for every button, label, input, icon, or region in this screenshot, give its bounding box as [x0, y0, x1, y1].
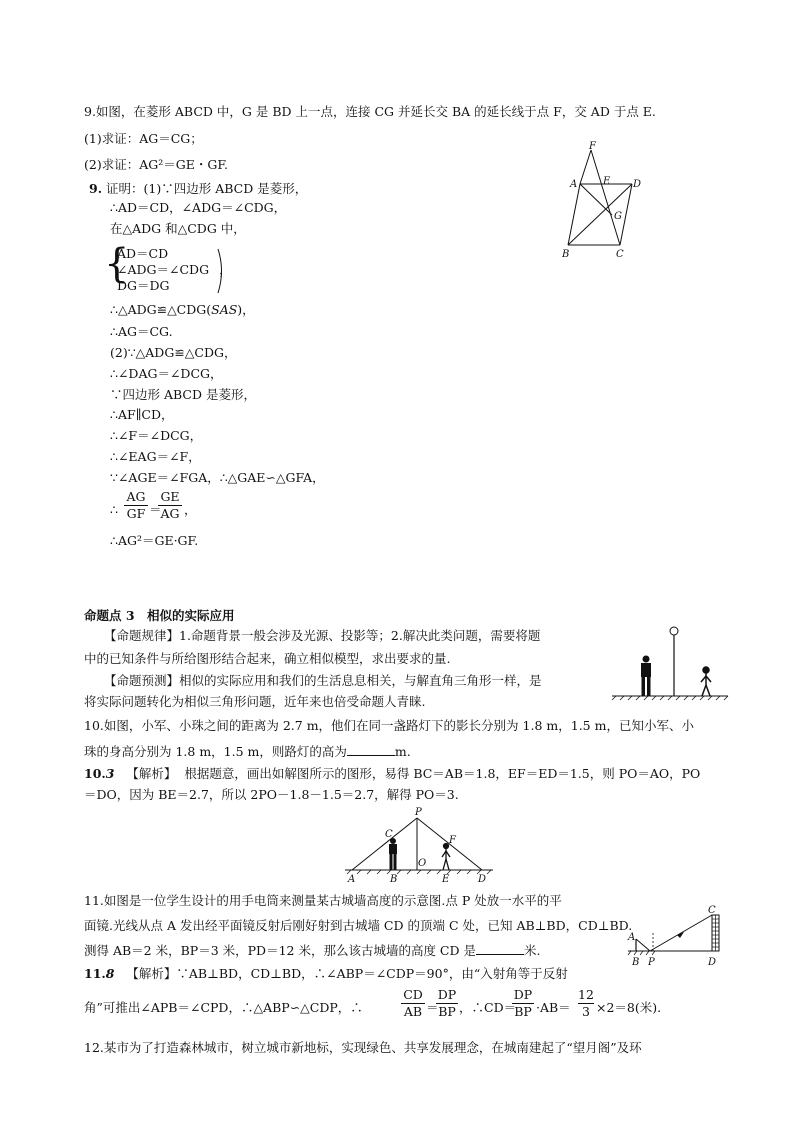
label-d: D: [708, 957, 717, 968]
segment-ag: [580, 184, 612, 215]
label-e: E: [442, 874, 450, 885]
fraction: AG GF: [124, 490, 148, 521]
fraction: 12 3: [578, 987, 594, 1019]
person-f-icon: [442, 844, 450, 871]
q9-sol-line: ∴∠EAG＝∠F，: [110, 449, 201, 464]
q10-answer: 10.3 【解析】 根据题意，画出如解图所示的图形，易得 BC＝AB＝1.8，EF＝ED＝1.5，则 PO＝AO，PO: [84, 766, 701, 781]
q9-sol-line: (2)∵△ADG≌△CDG，: [110, 345, 237, 360]
q9-stem: 9.如图，在菱形 ABCD 中，G 是 BD 上一点，连接 CG 并延长交 BA 的延长线于点 F，交 AD 于点 E.: [84, 104, 656, 119]
punct: ，: [184, 502, 197, 517]
label-c: C: [708, 905, 716, 916]
q11-answer: 11.8 【解析】∵AB⊥BD，CD⊥BD，∴∠ABP＝∠CDP＝90°，由“入射角等于反射: [84, 966, 568, 981]
q9-sol-line: ∵∠AGE＝∠FGA，∴△GAE∽△GFA，: [110, 470, 325, 485]
q9-system-line: AD＝CD: [117, 246, 169, 261]
q10-answer: ＝DO，因为 BE＝2.7，所以 2PO－1.8－1.5＝2.7，解得 PO＝3.: [84, 787, 459, 802]
label-a: A: [348, 874, 356, 885]
label-c: C: [385, 829, 393, 840]
q9-sol-line: ∴△ADG≌△CDG(SAS)，: [110, 302, 255, 317]
answer-blank: [476, 943, 524, 955]
section-title: 命题点 3 相似的实际应用: [84, 608, 235, 623]
right-paren: [216, 248, 226, 294]
topic-prediction: 将实际问题转化为相似三角形问题，近年来也倍受命题人青睐.: [84, 694, 426, 709]
fraction: DP BP: [513, 987, 533, 1019]
label-p: P: [648, 957, 655, 968]
fraction: CD AB: [401, 988, 425, 1019]
q9-sol-prefix: ∴: [110, 502, 118, 517]
q9-sol-line: 在△ADG 和△CDG 中，: [110, 221, 246, 236]
label-p: P: [415, 807, 422, 818]
q9-sol-line: ∴AG＝CG.: [110, 324, 173, 339]
person-c-icon: [389, 838, 397, 870]
fraction: GE AG: [158, 490, 182, 521]
q11-answer: 角”可推出∠APB＝∠CPD，∴△ABP∽△CDP，∴: [84, 1000, 363, 1015]
label-g: G: [614, 211, 622, 222]
rhombus-figure: [560, 142, 650, 262]
q9-sol-line: ∴∠F＝∠DCG，: [110, 428, 203, 443]
label-e: E: [603, 176, 611, 187]
lamp-solution-figure: [345, 808, 495, 883]
street-lamp-figure: [610, 624, 730, 700]
q9-part2: (2)求证：AG²＝GE・GF.: [84, 157, 229, 172]
math-text: ·AB＝: [536, 1000, 571, 1015]
mirror-wall-figure: [622, 903, 727, 967]
left-brace: {: [104, 241, 130, 287]
q9-system-line: DG＝DG: [117, 278, 170, 293]
q9-system-line: ∠ADG＝∠CDG ，: [117, 262, 232, 277]
topic-rule: 【命题规律】1.命题背景一般会涉及光源、投影等；2.解决此类问题，需要将题: [104, 628, 541, 643]
label-b: B: [390, 874, 398, 885]
label-a: A: [570, 179, 578, 190]
person-small-icon: [701, 667, 711, 696]
label-a: A: [628, 932, 636, 943]
label-c: C: [616, 249, 624, 260]
label-o: O: [418, 858, 427, 869]
label-b: B: [562, 249, 570, 260]
q11-stem: 11.如图是一位学生设计的用手电筒来测量某古城墙高度的示意图.点 P 处放一水平的平: [84, 893, 562, 908]
topic-prediction: 【命题预测】相似的实际应用和我们的生活息息相关，与解直角三角形一样，是: [104, 673, 542, 688]
equals-sign: ＝: [426, 1000, 439, 1015]
equals-sign: ＝: [149, 502, 162, 517]
answer-blank: [347, 744, 395, 756]
segment-fc: [591, 150, 620, 245]
q11-stem: 面镜.光线从点 A 发出经平面镜反射后刚好射到古城墙 CD 的顶端 C 处，已知 AB⊥BD，CD⊥BD.: [84, 918, 633, 933]
topic-rule: 中的已知条件与所给图形结合起来，确立相似模型，求出要求的量.: [84, 651, 451, 666]
segment-af: [580, 150, 591, 184]
q12-stem: 12.某市为了打造森林城市，树立城市新地标，实现绿色、共享发展理念，在城南建起了“望月阁”及环: [84, 1040, 642, 1055]
fraction: DP BP: [437, 987, 457, 1019]
q9-sol-line: ∴AD＝CD，∠ADG＝∠CDG，: [110, 200, 287, 215]
q9-sol-line: ∵四边形 ABCD 是菱形，: [110, 387, 256, 402]
label-d: D: [633, 179, 642, 190]
person-large-icon: [641, 656, 651, 697]
segment-bd: [568, 184, 632, 245]
q9-sol-line: ∴AF∥CD，: [110, 407, 174, 422]
label-b: B: [632, 957, 640, 968]
label-f: F: [589, 141, 596, 152]
q9-sol-line: ∴∠DAG＝∠DCG，: [110, 366, 223, 381]
q10-stem: 10.如图，小军、小珠之间的距离为 2.7 m，他们在同一盏路灯下的影长分别为 1.8 m，1.5 m，已知小军、小: [84, 718, 694, 733]
label-f: F: [449, 835, 456, 846]
q11-stem: 测得 AB＝2 米，BP＝3 米，PD＝12 米，那么该古城墙的高度 CD 是 米.: [84, 943, 541, 958]
q10-stem: 珠的身高分别为 1.8 m，1.5 m，则路灯的高为 m.: [84, 744, 411, 759]
math-text: ×2＝8(米).: [596, 1000, 662, 1015]
q9-solution-head: 9. 证明：(1)∵四边形 ABCD 是菱形，: [89, 181, 308, 196]
label-d: D: [478, 874, 487, 885]
q9-part1: (1)求证：AG＝CG；: [84, 131, 203, 146]
math-text: ，∴CD＝: [459, 1000, 517, 1015]
lamp-icon: [670, 627, 678, 635]
q9-sol-line: ∴AG²＝GE·GF.: [110, 533, 199, 548]
